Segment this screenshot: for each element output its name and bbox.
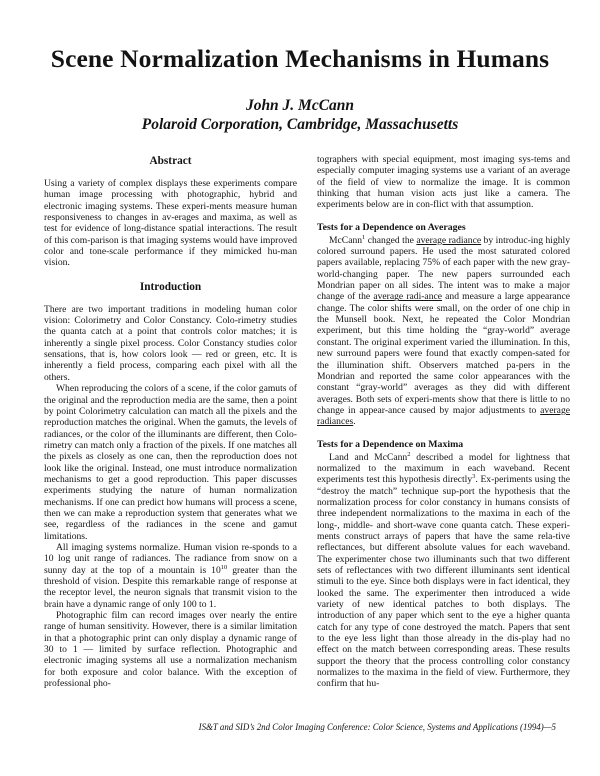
maxima-paragraph (317, 452, 570, 690)
maxima-heading: Tests for a Dependence on Maxima (317, 438, 464, 450)
maxima-ref-3: 3 (472, 473, 476, 481)
intro-p3-text-a: All imaging systems normalize. Human vision re-sponds to a 10 log unit range of radiances. The radiance from snow on a sunny day at the top of a mountain is 10 (44, 541, 297, 576)
averages-text-2: changed the (365, 234, 417, 246)
maxima-text-2: described a model for lightness that normalized to the maximum in each waveband. Recent experiments test this hypothesis directly (317, 451, 570, 486)
intro-paragraph-2: When reproducing the colors of a scene, if the color gamuts of the original and the reproduction media are the same, then a point by point Colorimetry calculation can match all the pixels and the reproduction matches the original. When the gamuts, the levels of radiances, or the color of the illuminants are different, then Colo-rimetry can match only a fraction of the pixels. If one matches all the pixels as closely as one can, then the reproduction does not look like the original. Instead, one must introduce normalization mechanisms to get a good reproduction. This paper discusses experiments studying the nature of human normalization mechanisms. If one can predict how humans will process a scene, then we can make a reproduction system that generates what we see, regardless of the radiances in the scene and gamut limitations. (44, 383, 297, 542)
maxima-text-1: Land and McCann (329, 451, 408, 463)
intro-continuation: tographers with special equipment, most imaging sys-tems and especially computer imaging systems use a variant of an average of the field of view to normalize the image. It is common thinking that human vision acts just like a camera. The experiments below are in con-flict with that assumption. (317, 154, 570, 211)
paper-title: Scene Normalization Mechanisms in Humans (50, 44, 550, 73)
right-column (317, 154, 570, 690)
intro-paragraph-3 (44, 542, 297, 610)
abstract-text: Using a variety of complex displays these experiments compare human image processing with photographic, hybrid and electronic imaging systems. These experi-ments measure human responsiveness to changes in av-erages and maxima, as well as test for evidence of long-distance spatial interactions. The result of this com-parison is that imaging systems would have improved color and tone-scale performance if they mimicked hu-man vision. (44, 178, 297, 269)
averages-text-4: and measure a large appearance change. The color shifts were small, on the order of one chip in the Munsell book. Next, he repeated the Color Mondrian experiment, but this time holding the “gray-world” average constant. The original experiment varied the illumination. In this, new surround papers were found that exactly compen-sated for the illumination shift. Observers matched pa-pers in the Mondrian and reported the same color appearances with the constant “gray-world” averages as they did with different averages. Both sets of experi-ments show that there is little to no change in appear-ance caused by major adjustments to (317, 291, 570, 416)
averages-ref-1: 1 (362, 233, 366, 241)
author-affiliation: Polaroid Corporation, Cambridge, Massachusetts (141, 116, 459, 133)
author-name: John J. McCann (245, 97, 355, 114)
maxima-ref-2: 2 (407, 450, 411, 458)
averages-heading: Tests for a Dependence on Averages (317, 221, 466, 233)
intro-p3-text-b: greater than the threshold of vision. Despite this remarkable range of response at the receptor level, the neuron signals that transmit vision to the brain have a dynamic range of only 100 to 1. (44, 564, 297, 610)
intro-paragraph-1: There are two important traditions in modeling human color vision: Colorimetry and Color Constancy. Colo-rimetry studies the quanta catch at a point that controls color matches; it is inherently a single pixel process. Color Constancy studies color sensations, that is, how colors look — red or green, etc. It is inherently a field process, comparing each pixel with all the others. (44, 303, 297, 383)
averages-text-1: McCann (329, 234, 363, 246)
abstract-heading: Abstract (149, 155, 192, 167)
intro-paragraph-4: Photographic film can record images over nearly the entire range of human sensitivity. However, there is a similar limitation in that a photographic print can only display a dynamic range of 30 to 1 — limited by surface reflection. Photographic and electronic imaging systems all use a normalization mechanism for both exposure and color balance. With the exception of professional pho- (44, 610, 297, 690)
averages-text-3: by introduc-ing highly colored surround papers. He used the most saturated colored papers available, replacing 75% of each paper with the new gray-world-changing paper. The new papers surrounded each Mondrian paper on all sides. The intent was to make a major change of the (317, 234, 570, 303)
average-radiance-term-3: average radiances (317, 404, 570, 428)
averages-text-5: . (353, 416, 356, 428)
intro-p3-superscript: 10 (220, 563, 228, 571)
averages-paragraph (317, 235, 570, 428)
average-radiance-term-1: average radiance (416, 234, 482, 246)
left-column (44, 154, 297, 689)
maxima-text-3: . Ex-periments using the “destroy the match” technique sup-port the hypothesis that the normalization process for color constancy in humans consists of three independent normalizations to the maxima in each of the long-, middle- and short-wave cone quanta catch. These experi-ments construct arrays of papers that have the same rela-tive reflectances, but different absolute values for each waveband. The experimenter chose two illuminants such that two different sets of reflectances with two different illuminants sent identical stimuli to the eye. Since both displays were in fact identical, they looked the same. The experimenter then introduced a wide variety of new identical patches to both displays. The introduction of any paper which sent to the eye a higher quanta catch for any type of cone destroyed the match. Papers that sent to the eye less light than those already in the dis-play had no effect on the match between corresponding areas. These results support the theory that the process controlling color constancy normalizes to the maxima in the field of view. Furthermore, they confirm that hu- (317, 474, 570, 690)
introduction-heading: Introduction (139, 280, 202, 293)
page-footer: IS&T and SID’s 2nd Color Imaging Conference: Color Science, Systems and Applications (1994)—5 (198, 722, 556, 732)
average-radiance-term-2: average radi-ance (373, 291, 443, 303)
